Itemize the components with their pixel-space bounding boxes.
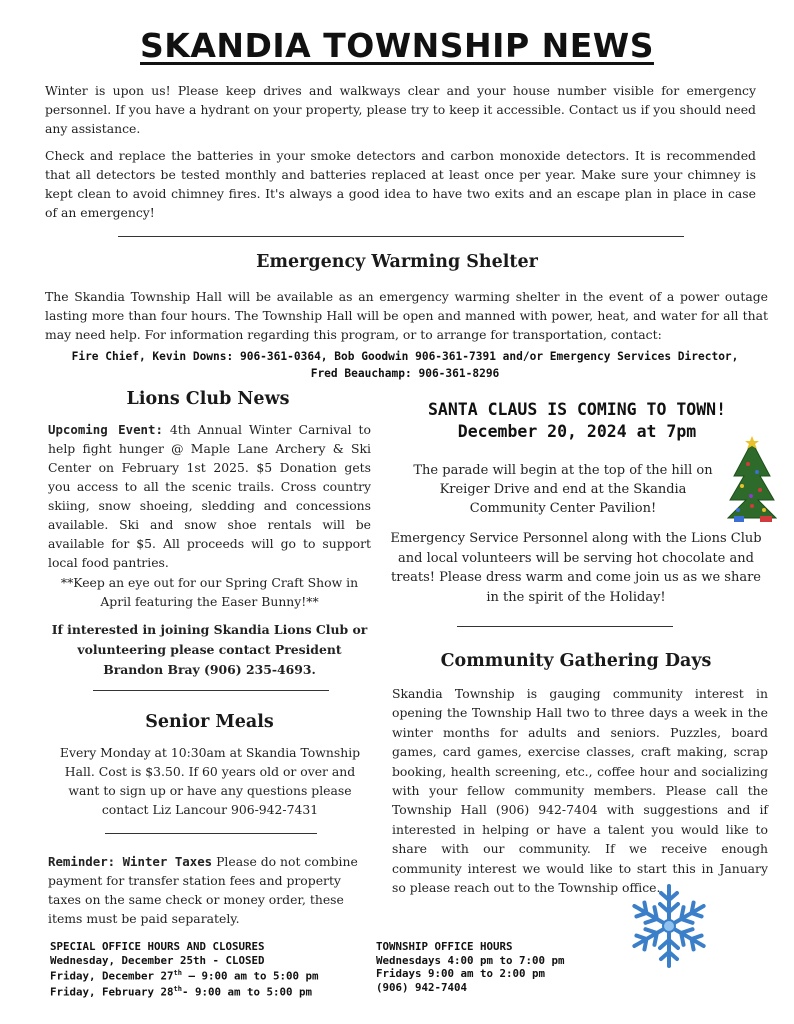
shelter-contact-line-1: Fire Chief, Kevin Downs: 906-361-0364, Bob Goodwin 906-361-7391 and/or Emergency Services Director, (71, 350, 739, 363)
lions-join: If interested in joining Skandia Lions Club or volunteering please contact President Brandon Bray (906) 235-4693. (51, 622, 368, 677)
taxes-label: Reminder: Winter Taxes (48, 854, 213, 869)
shelter-contact-line-2: Fred Beauchamp: 906-361-8296 (310, 367, 500, 380)
senior-heading: Senior Meals (145, 712, 274, 732)
shelter-heading: Emergency Warming Shelter (256, 252, 538, 272)
page-title: SKANDIA TOWNSHIP NEWS (140, 26, 654, 65)
lions-event-body: 4th Annual Winter Carnival to help fight hunger @ Maple Lane Archery & Ski Center on February 1st 2025. $5 Donation gets you access to all the scenic trails. Cross country skiing, snow shoeing, sledding and concessions available. Ski and snow shoe rentals will be available for $5. All proceeds will go to support local food pantries. (48, 422, 371, 570)
lions-craft-show: **Keep an eye out for our Spring Craft Show in April featuring the Easer Bunny!** (60, 575, 359, 609)
intro-paragraph-1: Winter is upon us! Please keep drives and walkways clear and your house number visible for emergency personnel. If you have a hydrant on your property, please try to keep it accessible. Contact us if you should need any assistance. (45, 83, 756, 136)
santa-heading (382, 399, 772, 443)
santa-heading-line-2: December 20, 2024 at 7pm (457, 422, 697, 441)
santa-service: Emergency Service Personnel along with the Lions Club and local volunteers will be serving hot chocolate and treats! Please dress warm and come join us as we share in the spirit of the Holiday! (390, 531, 762, 605)
community-heading: Community Gathering Days (440, 651, 712, 671)
special-hours-line-3: Friday, February 28th- 9:00 am to 5:00 pm (50, 985, 312, 999)
special-hours-line-2: Friday, December 27th – 9:00 am to 5:00 pm (50, 969, 319, 983)
taxes-body: Please do not combine payment for transfer station fees and property taxes on the same check or money order, these items must be paid separately. (48, 854, 358, 926)
divider (457, 626, 673, 627)
office-hours-phone: (906) 942-7404 (376, 980, 468, 994)
santa-heading-line-1: SANTA CLAUS IS COMING TO TOWN! (427, 400, 726, 419)
office-hours-line-2: Fridays 9:00 am to 2:00 pm (376, 967, 546, 980)
divider (105, 833, 317, 834)
community-body: Skandia Township is gauging community interest in opening the Township Hall two to three days a week in the winter months for adults and seniors. Puzzles, board games, card games, exercise classes, craft making, scrap booking, health screening, etc., coffee hour and socializing with your fellow community members. Please call the Township Hall (906) 942-7404 with suggestions and if interested in helping or have a talent you would like to share with our community. If we receive enough community interest we would like to start this in January so please reach out to the Township office. (392, 686, 768, 896)
intro-paragraph-2: Check and replace the batteries in your smoke detectors and carbon monoxide detectors. It is recommended that all detectors be tested monthly and batteries replaced at least once per year. Make sure your chimney is kept clean to avoid chimney fires. It's always a good idea to have two exits and an escape plan in place in case of an emergency! (45, 148, 756, 220)
senior-body: Every Monday at 10:30am at Skandia Township Hall. Cost is $3.50. If 60 years old or over and want to sign up or have any questions please contact Liz Lancour 906-942-7431 (59, 745, 361, 817)
lions-event (48, 420, 371, 572)
office-hours-heading: TOWNSHIP OFFICE HOURS (376, 940, 513, 953)
shelter-body: The Skandia Township Hall will be available as an emergency warming shelter in the event of a power outage lasting more than four hours. The Township Hall will be open and manned with power, heat, and water for all that may need help. For information regarding this program, or to arrange for transportation, contact: (45, 289, 768, 342)
shelter-contact (30, 348, 780, 382)
lions-event-label: Upcoming Event: (48, 422, 163, 437)
taxes-reminder (48, 852, 364, 928)
special-hours (50, 940, 380, 999)
santa-parade: The parade will begin at the top of the hill on Kreiger Drive and end at the Skandia Community Center Pavilion! (413, 463, 713, 516)
divider (93, 690, 329, 691)
lions-heading: Lions Club News (126, 389, 290, 409)
special-hours-heading: SPECIAL OFFICE HOURS AND CLOSURES (50, 940, 265, 953)
office-hours-line-1: Wednesdays 4:00 pm to 7:00 pm (376, 953, 565, 967)
divider (118, 236, 684, 237)
special-hours-line-1: Wednesday, December 25th - CLOSED (50, 953, 265, 967)
office-hours (376, 940, 616, 994)
christmas-tree-icon (724, 434, 780, 522)
snowflake-icon (624, 880, 714, 972)
